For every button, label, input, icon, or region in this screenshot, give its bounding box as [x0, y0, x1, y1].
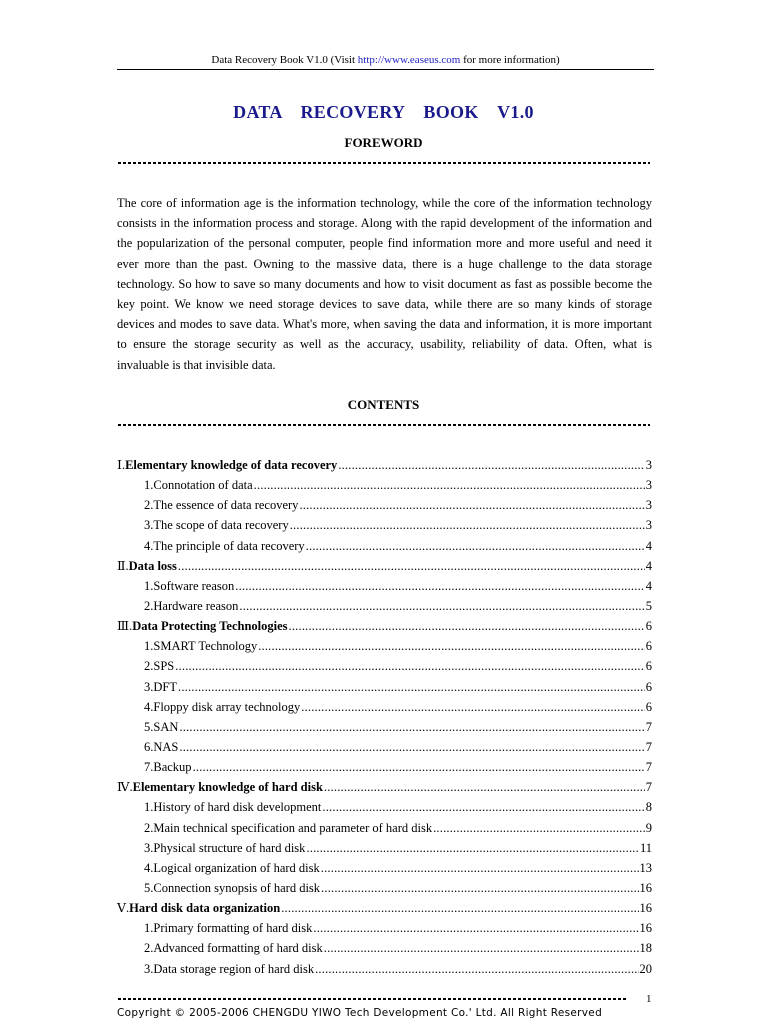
toc-dot-leader [321, 858, 639, 878]
toc-page-number: 3 [645, 498, 652, 513]
toc-section-entry[interactable] [117, 878, 652, 898]
toc-page-number: 4 [645, 538, 652, 553]
toc-entry-number: Ⅱ. [117, 558, 129, 573]
contents-heading: CONTENTS [347, 397, 420, 412]
toc-entry-title: Primary formatting of hard disk [153, 921, 313, 936]
toc-entry-label [144, 495, 298, 515]
toc-entry-number: 5. [144, 880, 154, 895]
toc-entry-label [144, 959, 314, 979]
toc-entry-label [144, 838, 305, 858]
foreword-divider [118, 162, 650, 164]
toc-dot-leader [299, 495, 644, 515]
toc-entry-title: The scope of data recovery [153, 518, 289, 533]
toc-chapter-entry[interactable] [117, 556, 652, 576]
toc-entry-number: Ⅰ. [117, 458, 126, 472]
toc-entry-number: Ⅲ. [117, 619, 133, 634]
toc-entry-title: Connotation of data [153, 478, 253, 493]
toc-dot-leader [193, 757, 645, 777]
toc-entry-title: Data Protecting Technologies [132, 619, 288, 634]
toc-section-entry[interactable] [117, 576, 652, 596]
toc-page-number: 20 [639, 961, 652, 976]
foreword-heading: FOREWORD [344, 135, 423, 150]
toc-page-number: 3 [645, 478, 652, 493]
toc-entry-number: 1. [144, 800, 154, 815]
toc-entry-number: 6. [144, 739, 154, 754]
toc-entry-label [117, 556, 177, 576]
toc-page-number: 6 [645, 679, 652, 694]
toc-page-number: 9 [645, 820, 652, 835]
table-of-contents [117, 455, 652, 979]
toc-entry-label [144, 677, 177, 697]
toc-entry-label [144, 717, 178, 737]
toc-section-entry[interactable] [117, 495, 652, 515]
header-rule [117, 69, 654, 70]
toc-page-number: 7 [645, 719, 652, 734]
toc-entry-title: The principle of data recovery [153, 538, 305, 553]
toc-dot-leader [313, 918, 638, 938]
toc-entry-label [144, 475, 253, 495]
toc-entry-number: 5. [144, 719, 154, 734]
toc-entry-label [144, 536, 305, 556]
toc-entry-title: History of hard disk development [153, 800, 322, 815]
toc-page-number: 18 [639, 941, 652, 956]
toc-entry-title: DFT [153, 679, 177, 694]
toc-dot-leader [289, 616, 645, 636]
toc-chapter-entry[interactable] [117, 455, 652, 475]
toc-entry-number: 2. [144, 598, 154, 613]
toc-entry-number: 1. [144, 478, 154, 493]
footer-divider [118, 998, 628, 1000]
toc-page-number: 7 [645, 760, 652, 775]
toc-page-number: 16 [639, 880, 652, 895]
toc-entry-number: Ⅳ. [117, 780, 133, 795]
toc-dot-leader [254, 475, 645, 495]
toc-entry-label [144, 858, 320, 878]
copyright-notice: Copyright © 2005-2006 CHENGDU YIWO Tech Development Co.' Ltd. All Right Reserved [117, 1007, 603, 1019]
toc-dot-leader [281, 898, 638, 918]
toc-section-entry[interactable] [117, 938, 652, 958]
toc-page-number: 16 [639, 921, 652, 936]
toc-section-entry[interactable] [117, 797, 652, 817]
toc-dot-leader [324, 777, 645, 797]
toc-entry-label [117, 898, 280, 918]
toc-section-entry[interactable] [117, 636, 652, 656]
toc-dot-leader [321, 878, 638, 898]
toc-dot-leader [322, 797, 644, 817]
toc-page-number: 4 [645, 558, 652, 573]
toc-entry-title: Data loss [128, 558, 177, 573]
toc-entry-title: NAS [153, 739, 179, 754]
toc-section-entry[interactable] [117, 858, 652, 878]
contents-divider [118, 424, 650, 426]
toc-entry-label [144, 918, 312, 938]
toc-entry-title: SPS [153, 659, 175, 674]
toc-entry-title: Software reason [153, 578, 235, 593]
toc-entry-title: Data storage region of hard disk [153, 961, 315, 976]
website-link[interactable]: http://www.easeus.com [357, 54, 461, 66]
toc-page-number: 6 [645, 699, 652, 714]
toc-entry-title: Floppy disk array technology [153, 699, 301, 714]
toc-entry-label [144, 818, 432, 838]
foreword-text: The core of information age is the information technology, while the core of the information technology consists in the information process and storage. Along with the rapid development of the information and the popularization of the personal computer, people find information more and more useful and need it ever more than the past. Owning to the massive data, there is a huge challenge to the data storage technology. So how to save so many documents and how to visit document as fast as possible become the key point. We know we need storage devices to save data, while there are so many kinds of storage devices and modes to save data. What's more, when saving the data and information, it is more important to ensure the storage security as well as the accuracy, usability, reliability of data. Often, what is invaluable is that invisible data. [117, 196, 652, 372]
toc-entry-number: 3. [144, 518, 154, 533]
toc-entry-number: 2. [144, 659, 154, 674]
toc-entry-title: SAN [153, 719, 179, 734]
toc-entry-number: 4. [144, 860, 154, 875]
toc-entry-number: 2. [144, 941, 154, 956]
toc-section-entry[interactable] [117, 536, 652, 556]
toc-entry-number: Ⅴ. [117, 901, 130, 916]
toc-dot-leader [175, 656, 645, 676]
toc-page-number: 3 [645, 458, 652, 472]
toc-page-number: 3 [645, 518, 652, 533]
toc-section-entry[interactable] [117, 677, 652, 697]
toc-entry-number: 2. [144, 498, 154, 513]
toc-entry-title: SMART Technology [153, 639, 258, 654]
toc-entry-label [144, 596, 238, 616]
toc-entry-title: Main technical specification and parameter of hard disk [153, 820, 433, 835]
toc-entry-label [144, 697, 300, 717]
toc-entry-title: Advanced formatting of hard disk [153, 941, 323, 956]
toc-page-number: 7 [645, 739, 652, 754]
toc-dot-leader [290, 515, 645, 535]
toc-dot-leader [433, 818, 645, 838]
toc-dot-leader [315, 959, 638, 979]
toc-entry-label [144, 878, 320, 898]
toc-page-number: 8 [645, 800, 652, 815]
toc-dot-leader [179, 717, 644, 737]
toc-entry-number: 3. [144, 679, 154, 694]
toc-entry-label [144, 737, 178, 757]
toc-section-entry[interactable] [117, 697, 652, 717]
toc-dot-leader [178, 677, 645, 697]
toc-dot-leader [301, 697, 645, 717]
toc-entry-label [144, 656, 174, 676]
toc-section-entry[interactable] [117, 515, 652, 535]
toc-dot-leader [179, 737, 644, 757]
toc-section-entry[interactable] [117, 818, 652, 838]
toc-entry-label [144, 576, 234, 596]
toc-entry-number: 1. [144, 921, 154, 936]
toc-dot-leader [306, 536, 645, 556]
toc-entry-label [117, 777, 323, 797]
toc-entry-label [144, 797, 321, 817]
toc-entry-number: 4. [144, 538, 154, 553]
toc-entry-title: Connection synopsis of hard disk [153, 880, 321, 895]
toc-entry-title: Hardware reason [153, 598, 239, 613]
toc-entry-number: 3. [144, 840, 154, 855]
toc-dot-leader [235, 576, 645, 596]
toc-section-entry[interactable] [117, 959, 652, 979]
toc-dot-leader [258, 636, 645, 656]
toc-section-entry[interactable] [117, 656, 652, 676]
toc-entry-number: 1. [144, 578, 154, 593]
toc-entry-number: 2. [144, 820, 154, 835]
toc-entry-label [117, 455, 337, 475]
toc-chapter-entry[interactable] [117, 616, 652, 636]
toc-page-number: 5 [645, 598, 652, 613]
toc-entry-title: The essence of data recovery [153, 498, 299, 513]
toc-dot-leader [239, 596, 644, 616]
toc-dot-leader [324, 938, 639, 958]
header-suffix: for more information) [460, 54, 560, 66]
toc-section-entry[interactable] [117, 838, 652, 858]
header-prefix: Data Recovery Book V1.0 (Visit [211, 54, 358, 66]
toc-entry-label [144, 757, 192, 777]
toc-section-entry[interactable] [117, 475, 652, 495]
toc-page-number: 13 [639, 860, 652, 875]
toc-entry-number: 7. [144, 760, 154, 775]
toc-entry-number: 4. [144, 699, 154, 714]
toc-entry-number: 1. [144, 639, 154, 654]
toc-page-number: 16 [639, 901, 652, 916]
toc-entry-title: Elementary knowledge of data recovery [125, 458, 338, 472]
toc-chapter-entry[interactable] [117, 898, 652, 918]
toc-entry-label [144, 515, 289, 535]
toc-page-number: 11 [639, 840, 652, 855]
toc-entry-title: Hard disk data organization [129, 901, 281, 916]
page-number: 1 [646, 993, 652, 1005]
toc-section-entry[interactable] [117, 918, 652, 938]
toc-page-number: 6 [645, 619, 652, 634]
toc-entry-title: Elementary knowledge of hard disk [132, 780, 323, 795]
toc-section-entry[interactable] [117, 737, 652, 757]
toc-section-entry[interactable] [117, 717, 652, 737]
toc-entry-number: 3. [144, 961, 154, 976]
toc-section-entry[interactable] [117, 757, 652, 777]
toc-entry-title: Backup [153, 760, 192, 775]
toc-page-number: 6 [645, 659, 652, 674]
toc-section-entry[interactable] [117, 596, 652, 616]
toc-entry-label [117, 616, 288, 636]
toc-page-number: 4 [645, 578, 652, 593]
toc-entry-label [144, 938, 323, 958]
toc-dot-leader [338, 455, 644, 475]
toc-chapter-entry[interactable] [117, 777, 652, 797]
toc-dot-leader [178, 556, 645, 576]
toc-entry-title: Physical structure of hard disk [153, 840, 306, 855]
toc-entry-title: Logical organization of hard disk [153, 860, 320, 875]
document-title: DATA RECOVERY BOOK V1.0 [233, 102, 534, 122]
toc-page-number: 6 [645, 639, 652, 654]
toc-page-number: 7 [645, 780, 652, 795]
toc-entry-label [144, 636, 257, 656]
toc-dot-leader [306, 838, 639, 858]
running-header [117, 54, 654, 66]
